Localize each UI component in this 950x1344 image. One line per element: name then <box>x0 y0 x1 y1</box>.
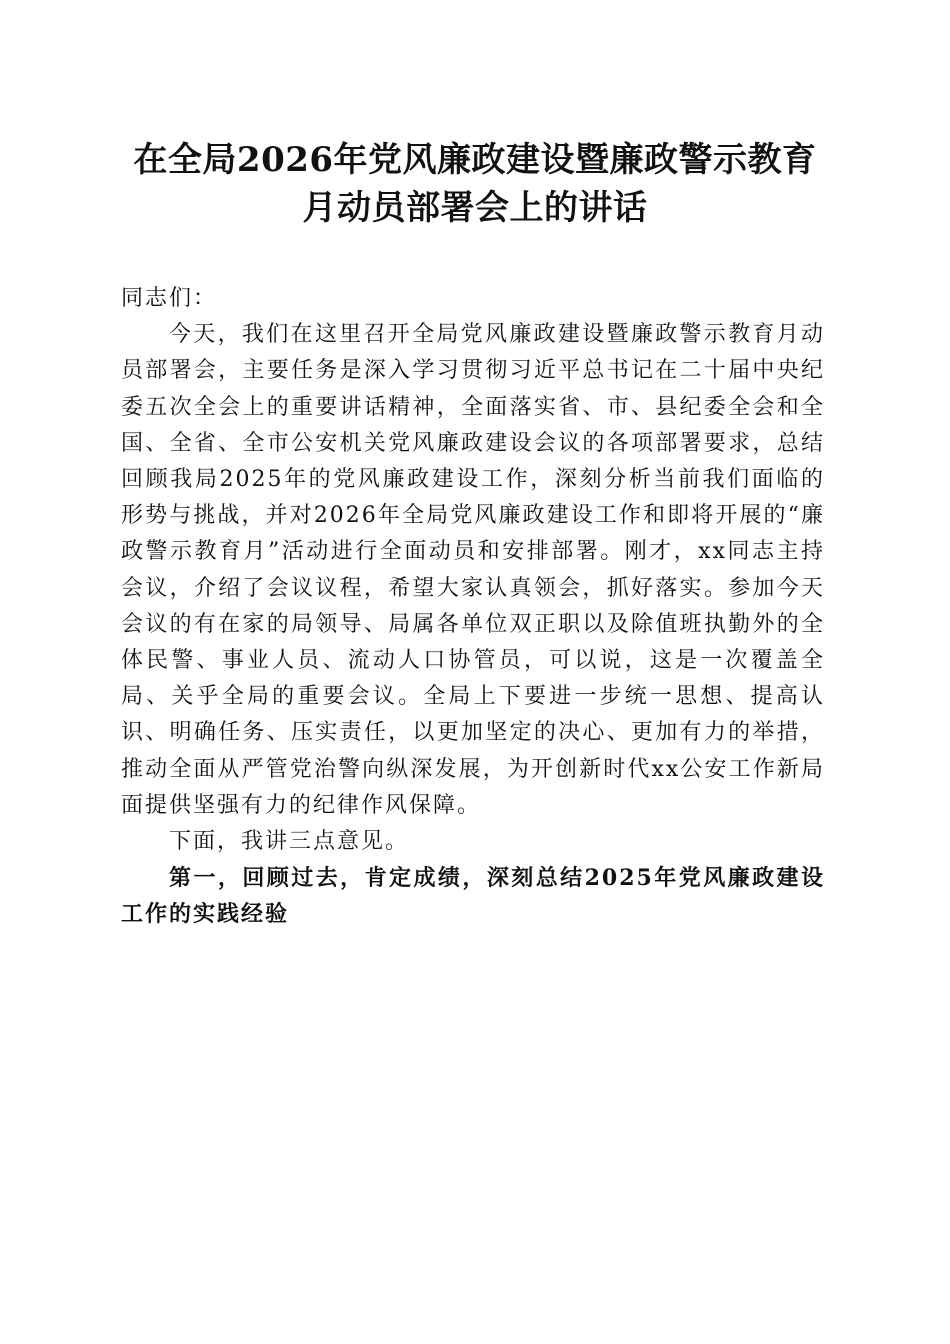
salutation: 同志们： <box>121 286 218 311</box>
paragraph-opening: 今天，我们在这里召开全局党风廉政建设暨廉政警示教育月动员部署会，主要任务是深入学习贯彻习近平总书记在二十届中央纪委五次全会上的重要讲话精神，全面落实省、市、县纪委全会和全国、全省、全市公安机关党风廉政建设会议的各项部署要求，总结回顾我局2025年的党风廉政建设工作，深刻分析当前我们面临的形势与挑战，并对2026年全局党风廉政建设工作和即将开展的“廉政警示教育月”活动进行全面动员和安排部署。刚才，xx同志主持会议，介绍了会议议程，希望大家认真领会，抓好落实。参加今天会议的有在家的局领导、局属各单位双正职以及除值班执勤外的全体民警、事业人员、流动人口协管员，可以说，这是一次覆盖全局、关乎全局的重要会议。全局上下要进一步统一思想、提高认识、明确任务、压实责任，以更加坚定的决心、更加有力的举措，推动全面从严管党治警向纵深发展，为开创新时代xx公安工作新局面提供坚强有力的纪律作风保障。 <box>121 322 825 818</box>
title-line-2: 月动员部署会上的讲话 <box>302 188 648 228</box>
document-body <box>121 281 825 933</box>
paragraph-transition: 下面，我讲三点意见。 <box>169 829 410 855</box>
document-title <box>80 136 870 232</box>
title-line-1: 在全局2026年党风廉政建设暨廉政警示教育 <box>133 140 817 180</box>
section-heading-first: 第一，回顾过去，肯定成绩，深刻总结2025年党风廉政建设工作的实践经验 <box>121 865 825 928</box>
